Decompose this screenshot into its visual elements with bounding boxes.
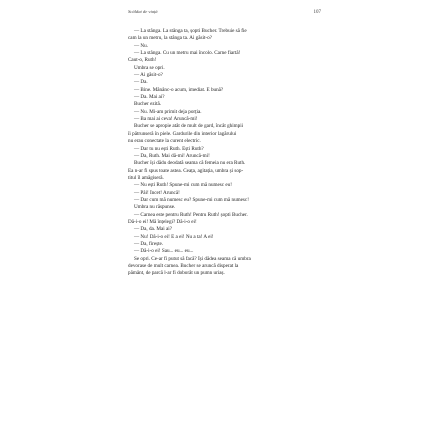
text-line: Bucher ezită.	[134, 101, 162, 108]
text-line: Ea n-ar fi spus toate astea. Ceața, agitația, umbra și sop-	[128, 167, 244, 174]
text-line: — Da, firește.	[134, 240, 164, 247]
text-line: — Nu! Dă-i-o ei! E a ei! Nu a ta! A ei!	[134, 233, 214, 240]
text-line: — Ba mai ai ceva! Aruncă-mi!	[134, 116, 198, 123]
text-line: — Da. Mai ai?	[134, 94, 165, 101]
page-body	[128, 28, 321, 278]
text-line: Se opri. Ce-ar fi putut să facă? Își dădea seama că umbra	[134, 255, 251, 262]
text-line: titul îl amăgiseră.	[128, 174, 164, 181]
text-line: — Dă-i-o ei! Sau... eu... eu...	[134, 248, 194, 255]
text-line: — Bine. Mănânc-o acum, imediat. E bună?	[134, 86, 224, 93]
running-header	[128, 9, 321, 23]
text-line: — La stânga. Cu un metru mai încolo. Carne fiartă!	[134, 50, 241, 57]
text-line: — Ai găsit-o?	[134, 72, 163, 79]
text-line: Umbra nu răspunse.	[134, 204, 176, 211]
text-line: Umbra se opri.	[134, 64, 165, 71]
text-line: — Nu ești Ruth! Spune-mi cum mă numesc eu!	[134, 182, 232, 189]
text-line: Bucher își dădu deodată seama că femeia nu era Ruth.	[134, 160, 246, 167]
text-line: Caut-o, Ruth!	[128, 57, 157, 64]
text-line: nu erau conectate la curent electric.	[128, 138, 201, 145]
text-line: — Da, Ruth. Mai dă-mi! Aruncă-mi!	[134, 152, 210, 159]
text-line: — Nu.	[134, 42, 148, 49]
text-line: — La stânga. La stânga ta, șopti Bucher. Trebuie să fie	[134, 28, 247, 34]
text-line: pământ, de parcă l-ar fi doborât un pumn uriaș.	[128, 270, 225, 277]
page-number: 107	[313, 10, 321, 15]
text-line: — Carnea este pentru Ruth! Pentru Ruth! șopti Bucher.	[134, 211, 248, 218]
text-line: cam la un metru, la stânga ta. Ai găsit-o?	[128, 35, 212, 42]
text-line: — Da.	[134, 79, 148, 86]
running-title: Scăldat de viață	[128, 9, 158, 14]
text-line: devorase de mult carnea. Bucher se aruncă disperat la	[128, 263, 239, 269]
text-line: — Dar tu nu ești Ruth. Ești Ruth?	[134, 145, 204, 152]
text-line: Dă-i-o ei! Mă înțelegi? Dă-i-o ei!	[128, 218, 197, 225]
text-line: — Pâi! Încet! Aruncă!	[134, 189, 180, 196]
text-line: — Dar cum mă numesc eu? Spune-mi cum mă numesc!	[134, 196, 249, 203]
text-line: Bucher se apropie atât de mult de gard, încât ghimpii	[134, 123, 244, 130]
text-line: — Da, da. Mai ai?	[134, 226, 172, 233]
text-line: — Nu. Mi-am primit deja porția.	[134, 108, 202, 115]
text-line: îi pătrunseră în piele. Gardurile din interior lagărului	[128, 130, 237, 137]
